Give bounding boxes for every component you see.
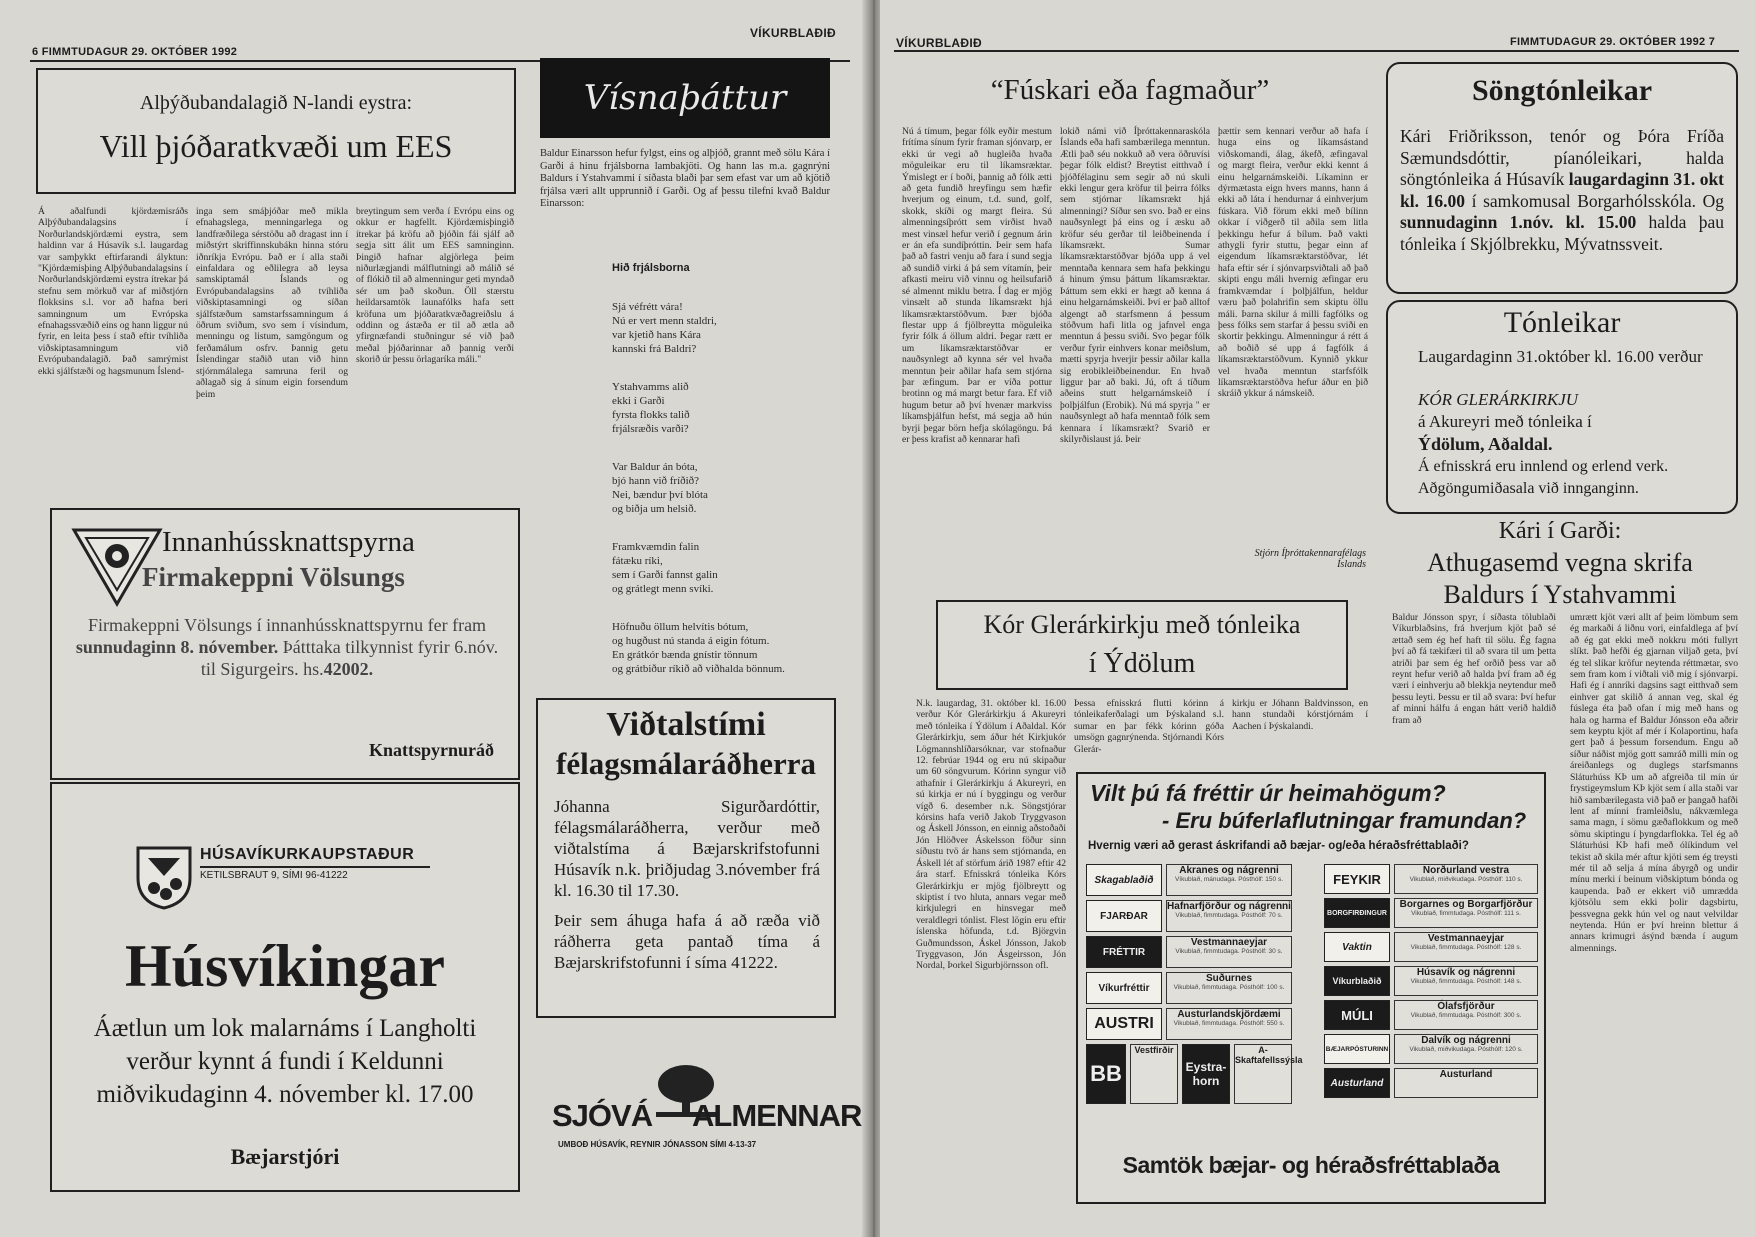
- husavik-ad: [50, 782, 520, 1192]
- innanhuss-body-post: Þátttaka tilkynnist fyrir 6.nóv. til Sigurgeirs. hs.: [200, 637, 499, 679]
- tonleikar-line-2: KÓR GLERÁRKIRKJU: [1418, 390, 1579, 409]
- paper-info: Vikublað, miðvikudaga. Pósthólf: 110 s.: [1409, 876, 1523, 883]
- paper-logo: Víkurfréttir: [1086, 972, 1162, 1004]
- visna-title: Vísnaþáttur: [583, 78, 787, 118]
- kor-column-2: Þessa efnisskrá flutti kórinn á tónleikaferðalagi um Þýskaland s.l. sumar en þar fékk kórinn góða umsögn gagnrýnenda. Stjórnandi Kórs Glerár-: [1074, 698, 1224, 755]
- paper-region: Húsavík og nágrenni: [1416, 967, 1516, 978]
- tonleikar-line-5: Á efnisskrá eru innlend og erlend verk.: [1418, 458, 1669, 475]
- right-masthead: VÍKURBLAÐIÐ: [896, 36, 982, 50]
- husavik-crest-icon: [134, 844, 194, 910]
- fuskari-column-1: Nú á tímum, þegar fólk eyðir mestum frítíma sínum fyrir framan sjónvarp, er ekki úr vegi að hugleiða hvaða möguleikar eru til líkamsræktar. Ýmislegt er í boði, þannig að fólk ætti að geta fundið hreyfingu sem hæfir hverjum og einum, t.d. sund, golf, skokk, skíði og margt fleira. Sú almenningsíþrótt sem virðist hvað mest vinsæl hefur verið í gegnum árin er án efa sundíþróttin. Þeir sem hafa það að fastri venju að fara í sund segja að sundið virki á þá sem vítamín, þeir afkasti meiru við vinnu og heilsufarið sé almennt miklu betra. Í dag er mjög vinsælt að stunda líkamsrækt hjá líkamsræktarstöðvum. Þær bjóða flestar upp á fjölbreytta möguleika fyrir fólk á öllum aldri. Þegar rætt er um líkamsræktarstöðvar er nauðsynlegt að kynna sér vel hvaða menntun þeir aðilar hafa sem stjórna þar æfingum. Þar er víða pottur brotinn og má margt betur fara. Ef við hugum betur að því hvenær markviss líkamsþjálfun hefst, má segja að hún byrji þegar börn hefja skólagöngu. Þá er þess krafist að kennarar hafi: [902, 126, 1052, 445]
- ees-column-1: Á aðalfundi kjördæmisráðs Alþýðubandalagsins í Norðurlandskjördæmi eystra, sem haldinn var á Húsavík s.l. laugardag var samþykkt eftirfarandi ályktun: "Kjördæmisþing Alþýðubandalagsins í Norðurlandskjördæmi eystra ítrekar þá stefnu sem mörkuð var af miðstjórn flokksins s.l. vor að hafna beri samningnum um Evrópska efnahagssvæðið eins og hann liggur nú fyrir, en leita þess í stað eftir tvíhliða viðskiptasamningum við Evrópubandalagið. Það samrýmist ekki sjálfstæði og hagsmunum Íslend-: [38, 206, 188, 377]
- paper-info: Vikublað, fimmtudaga. Pósthólf: 70 s.: [1175, 912, 1283, 919]
- kor-headline-box: [936, 600, 1348, 690]
- song-date-2: sunnudaginn 1.nóv. kl. 15.00: [1400, 212, 1637, 232]
- paper-cell: [1166, 972, 1292, 1004]
- vidtal-body-2: Þeir sem áhuga hafa á að ræða við ráðherra geta pantað tíma á Bæjarskrifstofunni í síma 41222.: [554, 911, 820, 972]
- husavik-body: Áætlun um lok malarnáms í Langholti verður kynnt á fundi í Keldunni miðvikudaginn 4. nóvember kl. 17.00: [93, 1015, 477, 1108]
- sjova-ad: [552, 1064, 862, 1184]
- paper-cell: [1394, 966, 1538, 996]
- paper-logo: FRÉTTIR: [1086, 936, 1162, 968]
- sjova-sub: UMBOÐ HÚSAVÍK, REYNIR JÓNASSON SÍMI 4-13-37: [558, 1140, 757, 1149]
- kari-kicker: Kári í Garði:: [1498, 518, 1622, 544]
- song-body-pre: Kári Friðriksson, tenór og Þóra Fríða Sæmundsdóttir, píanóleikari, halda söngtónleika á Húsavík: [1400, 126, 1724, 189]
- paper-cell: [1234, 1044, 1303, 1104]
- ees-column-3: breytingum sem verða í Evrópu eins og okkur er hagfellt. Kjördæmisþingið ítrekar þá kröfu að þjóðin fái sjálf að segja sitt álit um EES samninginn. Þingið hafnar algjörlega þeim niðurlægjandi málflutningi að málið sé of flókið til að almenningur geti myndað sér um það skoðun. Öll stærstu heildarsamtök launafólks hafa sett kröfuna um þjóðaratkvæðagreiðslu á oddinn og ástæða er til að ætla að yfirgnæfandi stuðningur sé við það meðal þjóðarinnar að þannig verði skorið úr þessu örlagaríka máli.": [356, 206, 514, 366]
- kari-title-1: Athugasemd vegna skrifa: [1427, 548, 1693, 577]
- kor-title-1: Kór Glerárkirkju með tónleika: [983, 610, 1301, 639]
- paper-cell: [1166, 936, 1292, 968]
- paper-info: Vikublað, fimmtudaga. Pósthólf: 300 s.: [1410, 1012, 1522, 1019]
- left-folio: 6 FIMMTUDAGUR 29. OKTÓBER 1992: [32, 46, 238, 58]
- paper-logo: Skagablaðið: [1086, 864, 1162, 896]
- paper-region: Austurland: [1439, 1069, 1493, 1080]
- husavik-sign: Bæjarstjóri: [230, 1144, 340, 1169]
- paper-logo: MÚLI: [1324, 1000, 1390, 1030]
- paper-logo: BB: [1086, 1044, 1126, 1104]
- paper-info: Víkublað, mánudaga. Pósthólf: 150 s.: [1174, 876, 1284, 883]
- paper-cell: [1394, 864, 1538, 894]
- paper-cell: [1394, 1034, 1538, 1064]
- husavik-logo-rule: [200, 866, 430, 868]
- songtonleikar-title: Söngtónleikar: [1471, 74, 1653, 107]
- ees-headline-box: [36, 68, 516, 194]
- paper-logo: Víkurblaðið: [1324, 966, 1390, 996]
- paper-region: Vestmannaeyjar: [1427, 933, 1505, 944]
- paper-region: Vestmannaeyjar: [1190, 937, 1268, 948]
- paper-region: Akranes og nágrenni: [1179, 865, 1279, 876]
- paper-logo: Vaktin: [1324, 932, 1390, 962]
- subscription-ad: [1076, 772, 1546, 1204]
- tonleikar-line-6: Aðgöngumiðasala við innganginn.: [1418, 480, 1639, 497]
- paper-logo: Austurland: [1324, 1068, 1390, 1098]
- innanhuss-date: sunnudaginn 8. nóvember.: [75, 637, 279, 657]
- sjova-name-b: ALMENNAR: [692, 1098, 862, 1133]
- poem-body: [612, 286, 838, 700]
- vidtal-body: Jóhanna Sigurðardóttir, félagsmálaráðherra, verður með viðtalstíma á Bæjarskrifstofunni Húsavík n.k. þriðjudag 3.nóvember frá kl. 16.30 til 17.30.: [554, 797, 820, 900]
- paper-logo: BORGFIRÐINGUR: [1324, 898, 1390, 928]
- paper-info: Vikublað, fimmtudaga. Pósthólf: 30 s.: [1175, 948, 1283, 955]
- paper-cell: [1130, 1044, 1178, 1104]
- innanhuss-body-pre: Firmakeppni Völsungs í innanhússknattspyrnu fer fram: [87, 615, 487, 635]
- innanhuss-title: Innanhússknattspyrna: [162, 526, 415, 558]
- husavik-logo-name: HÚSAVÍKURKAUPSTAÐUR: [200, 846, 415, 863]
- fuskari-column-2: lokið námi við Íþróttakennaraskóla Íslands eða hafi sambærilega menntun. Ætli það séu nokkuð að vera öðruvísi þegar fólk eldist? Breytist eitthvað í þjóðfélaginu sem segir að nú skuli ekki lengur gera kröfur til þeirra fólks sem stjórnar líkamsrækt hjá almenningi? Síður sen svo. Það er eins nauðsynlegt þá eins og í æsku að kröfur séu gerðar til leiðbeinenda í líkamsrækt. Sumar líkamsræktarstöðvar bjóða upp á vel menntaða kennara sem hafa þekkingu á hinum ýmsu þáttum líkamsræktar. Þáttum sem ekki er hægt að kenna á einu helgarnámskeiði. Því er það alltof algengt að starfsmenn á þessum stöðvum hafi litla og jafnvel enga menntun á þessu sviði. Svo þegar fólk verður fyrir einhvers konar meiðslum, mætti spyrja hverjir þessir aðilar kalla sig erobikleiðbeinendur. En hvað liggur þar að baki. Jú, oft á tíðum aðeins stutt helgarnámskeið í þolþjálfun (Erobik). Nú má spyrja " er nauðsynlegt að hafa menntað fólk sem kennara í líkamsrækt? Svarið er skilyrðislaust já. Þeir: [1060, 126, 1210, 445]
- paper-cell: [1166, 864, 1292, 896]
- sub-ad-line-3: Hvernig væri að gerast áskrifandi að bæjar- og/eða héraðsfréttablaði?: [1088, 840, 1469, 852]
- paper-logo: BÆJARPÓSTURINN: [1324, 1034, 1390, 1064]
- paper-logo: FJARÐAR: [1086, 900, 1162, 932]
- paper-cell: [1394, 1000, 1538, 1030]
- song-date-1: laugardaginn 31. okt kl. 16.00: [1400, 169, 1724, 211]
- songtonleikar-body: [1400, 126, 1724, 255]
- paper-info: Vikublað, fimmtudaga. Pósthólf: 148 s.: [1410, 978, 1522, 985]
- vidtal-ad: [536, 698, 836, 1018]
- song-body-end: halda þau tónleika í Skjólbrekku, Mývatnssveit.: [1400, 212, 1724, 254]
- tonleikar-line-1: Laugardaginn 31.október kl. 16.00 verður: [1418, 347, 1703, 366]
- kor-column-1: N.k. laugardag, 31. október kl. 16.00 verður Kór Glerárkirkju á Akureyri með tónleika í Ýdölum í Aðaldal. Kór Glerárkirkju, sem áður hét Kirkjukór Lögmannshlíðarsóknar, var stofnaður 12. febrúar 1944 og eru nú skipaður um 60 söngvurum. Kórinn syngur við athafnir í Glerárkirkju á Akureyri, en sú kirkja er nú í byggingu og verður vígð 6. desember n.k. Söngstjórar kórsins hafa verið Jakob Tryggvason og Áskell Jónsson, en einnig aðstoðaði Jón Hlöðver Áskelsson föður sinn síðustu tvö ár hans sem stjórnanda, en Áskell lét af störfum árið 1987 eftir 42 ára starf. Efnisskrá tónleika Kórs Glerárkirkju er mjög fjölbreytt og skiptist í tvo hluta, annars vegar með kirkjulegri en hinsvegar með veraldlegri tónlist. Flest lögin eru eftir íslenska höfunda, t.d. Björgvin Guðmundsson, Áskel Jónsson, Jakob Tryggvason, Jón Ásgeirsson, Jón Nordal, Þorkel Sigurbjörnsson ofl.: [916, 698, 1066, 972]
- song-body-mid: í samkomusal Borgarhólsskóla. Og: [1464, 190, 1724, 211]
- sub-ad-footer: Samtök bæjar- og héraðsfréttablaða: [1122, 1152, 1500, 1178]
- poem-stanza: Sjá véfrétt vára! Nú er vert menn staldri, var kjetið hans Kára kannski frá Baldri?: [612, 301, 717, 355]
- innanhuss-ad: [50, 508, 520, 780]
- paper-info: Vikublað, fimmtudaga. Pósthólf: 550 s.: [1173, 1020, 1285, 1027]
- tonleikar-title: Tónleikar: [1503, 306, 1621, 339]
- paper-region: Ólafsfjörður: [1437, 1001, 1495, 1012]
- fuskari-title: “Fúskari eða fagmaður”: [990, 74, 1270, 106]
- visna-title-banner: [540, 58, 830, 138]
- fuskari-sign-1: Stjórn Íþróttakennarafélags: [1254, 548, 1366, 559]
- kor-title-2: í Ýdölum: [1088, 648, 1196, 679]
- kari-title-2: Baldurs í Ystahvammi: [1443, 580, 1677, 609]
- paper-logo: AUSTRI: [1086, 1008, 1162, 1040]
- innanhuss-subtitle: Firmakeppni Völsungs: [142, 562, 405, 592]
- paper-region: Dalvík og nágrenni: [1421, 1035, 1511, 1046]
- tonleikar-ad: [1386, 300, 1738, 514]
- paper-info: Vikublað, miðvikudaga. Pósthólf: 120 s.: [1409, 1046, 1523, 1053]
- songtonleikar-ad: [1386, 62, 1738, 294]
- poem-stanza: Var Baldur án bóta, bjó hann við fríðið? Nei, bændur því blóta og biðja um helsið.: [612, 461, 708, 515]
- vidtal-title-2: félagsmálaráðherra: [556, 746, 816, 781]
- innanhuss-sign: Knattspyrnuráð: [368, 740, 494, 760]
- kari-column-1: Baldur Jónsson spyr, í síðasta tölublaði Víkurblaðsins, frá hverjum kjöt það sé ættað sem ég hef haft til sölu. Ég fagna því að fá tækifæri til að svara til um þetta atriði þar sem ég hef orðið þess var að reynt hefur verið að halda því fram að ég væri í einhverju að blekkja neytendur með þessu leyti. Þessu er til að svara: Því hefur af minni hálfu á engan hátt verið haldið fram að: [1392, 612, 1556, 726]
- paper-cell: [1166, 900, 1292, 932]
- poem-stanza: Ystahvamms alið ekki í Garði fyrsta flokks talið frjálsræðis varði?: [612, 381, 690, 435]
- sjova-name-a: SJÓVÁ: [552, 1098, 653, 1133]
- paper-logo: Eystra-horn: [1182, 1044, 1230, 1104]
- poem-stanza: Höfnuðu öllum helvítis bótum, og hugðust nú standa á eigin fótum. En grátkór bænda gnístir tönnum og grátbiður ríkið að viðhalda bönnum.: [612, 621, 785, 675]
- ees-column-2: inga sem smáþjóðar með mikla efnahagslega, menningarlega og landfræðilega sérstöðu að dragast inn í miðstýrt skriffinnskubákn hinna stóru iðnríkja Evrópu. Það er í alla staði einfaldara og eðlilegra að leysa samskiptamál Íslands og Evrópubandalagsins að tvíhliða viðskiptasamningi og síðan sjálfstæðum samstarfssamningum á öðrum sviðum, svo sem í vísindum, menningu og listum, samgöngum og ferðamálum osfrv. Þannig getu Íslendingar staðið utan við hinn stjórnmálalega samruna feril og aðlagað sig á sínum eigin forsendum þeim: [196, 206, 348, 400]
- innanhuss-body: [72, 614, 502, 680]
- poem-title: Hið frjálsborna: [612, 262, 690, 274]
- paper-info: Vikublað, fimmtudaga. Pósthólf: 111 s.: [1411, 910, 1521, 917]
- paper-cell: [1394, 898, 1538, 928]
- paper-info: Vikublað, fimmtudaga. Pósthólf: 128 s.: [1410, 944, 1522, 951]
- paper-info: Vikublað, fimmtudaga. Pósthólf: 100 s.: [1173, 984, 1285, 991]
- paper-region: Norðurland vestra: [1422, 865, 1510, 876]
- kor-column-3: kirkju er Jóhann Baldvinsson, en hann stundaði kórstjórnám í Aachen í Þýskalandi.: [1232, 698, 1368, 732]
- sub-ad-line-2: - Eru búferlaflutningar framundan?: [1162, 808, 1527, 833]
- innanhuss-phone: 42002.: [323, 659, 374, 679]
- left-page: [0, 0, 868, 1237]
- poem-stanza: Framkvæmdin falin fátæku ríki, sem í Garði fannst galin og grátlegt menn svíki.: [612, 541, 718, 595]
- left-masthead: VÍKURBLAÐIÐ: [750, 26, 836, 40]
- ees-kicker: Alþýðubandalagið N-landi eystra:: [139, 92, 413, 114]
- ees-title: Vill þjóðaratkvæði um EES: [99, 128, 453, 164]
- fuskari-sign-2: Íslands: [1337, 559, 1366, 570]
- paper-region: Austurlandskjördæmi: [1177, 1009, 1281, 1020]
- paper-cell: [1394, 932, 1538, 962]
- paper-region: A-Skaftafellssýsla: [1235, 1045, 1303, 1065]
- right-top-rule: [894, 50, 1739, 52]
- paper-cell: [1394, 1068, 1538, 1098]
- right-folio: FIMMTUDAGUR 29. OKTÓBER 1992 7: [1510, 36, 1716, 48]
- sub-ad-line-1: Vilt þú fá fréttir úr heimahögum?: [1090, 780, 1446, 806]
- paper-region: Vestfirðir: [1134, 1045, 1174, 1055]
- tonleikar-line-3: á Akureyri með tónleika í: [1418, 412, 1592, 431]
- paper-region: Hafnarfjörður og nágrenni: [1167, 901, 1291, 912]
- paper-cell: [1166, 1008, 1292, 1040]
- paper-region: Suðurnes: [1205, 973, 1253, 984]
- tonleikar-line-4: Ýdölum, Aðaldal.: [1418, 434, 1553, 454]
- vidtal-title-1: Viðtalstími: [606, 706, 766, 743]
- husavik-title: Húsvíkingar: [124, 933, 446, 999]
- right-page: [880, 0, 1755, 1237]
- fuskari-signature: [1240, 548, 1366, 570]
- visna-intro: Baldur Einarsson hefur fylgst, eins og alþjóð, grannt með sölu Kára í Garði á hinu frjálsborna lambakjöti. Og hann las m.a. gagnrýni Baldurs í Ystahvammi í síðasta blaði þar sem efast var um að kjötið frjálsa væri allt upprunnið í Garði. Og af þessu tilefni kvað Baldur Einarsson:: [540, 148, 830, 209]
- kari-column-2: umrætt kjöt væri allt af þeim lömbum sem ég markaði á liðnu vori, einfaldlega af því að ég gat ekki með nokkru móti fullyrt slíkt. Það hefði ég gjarnan viljað geta, því ég tel slíkar kröfur neytenda réttmætar, svo sem fram kom í viðtali við mig í sjónvarpi. Hafi ég í annríki dagsins sagt eitthvað sem einhver gat skilið á annan veg, skal ég fúslega éta það ofan í mig með hans og hala og harma ef Baldur Jónsson eða aðrir sem keyptu kjöt af mér í Kolaportinu, hafa gert það á þessum forsendum. Engu að síður náðist mjög gott samráð milli mín og áreiðanlegs og duglegs starfsmanns Sláturhúss KÞ um að afgreiða til mín úr frystigeymslum KÞ kjöt sem í alla staði var hið sambærilegasta við það er þangað hafði lent af mínni framleiðslu, nákvæmlega sama magn, í sömu gæðaflokkum og með sömu skiptingu í þyngdarflokka. Tel ég að Sláturhúsi KÞ hafi með ólíkindum vel tekist að skila mér aftur kjöti sem ég treysti mér til að selja á mína ábyrgð og undir mínu merki í beinum viðskiptum bónda og kaupenda. Það er ekkert við umrædda kjötsölu sem ekki þolir dagsbirtu, þessvegna gekk hún vel og naut velvildar neytenda. Hún er því hreinn blettur á annars krimugri ásýnd bænda í augum almennings.: [1570, 612, 1738, 954]
- fuskari-column-3: þættir sem kennari verður að hafa í huga eins og líkamsástand viðskomandi, álag, ákefð, æfingaval og margt fleira, verður ekki kennt á einu helgarnámskeiði. Líkaminn er dýrmætasta eign hvers manns, hann á ekki að láta í hendurnar á einhverjum fúskara. Við förum ekki með bílinn okkar í viðgerð til aðila sem litla þekkingu hefur á bílum. Það vakti athygli fyrir stuttu, þegar einn af eigendum líkamsræktarstöðvar, lét hafa eftir sér í sjónvarpsviðtali að það skipti engu máli hvernig æfingar eru framkvæmdar í þolþjálfun, heldur væru það þolahrifin sem skiptu öllu máli. Þarna skilur á milli fagfólks og þess fólks sem starfar á þessu sviði en skortir þekkingu. Almenningur á rétt á að boðið sé upp á fagfólk á líkamsræktarstöðvum. Kynnið ykkur vel hvaða menntun starfsfólk líkamsræktarstöðva hefur áður en þið skráið ykkur á námskeið.: [1218, 126, 1368, 400]
- paper-logo: FEYKIR: [1324, 864, 1390, 894]
- husavik-logo-address: KETILSBRAUT 9, SÍMI 96-41222: [200, 870, 348, 881]
- paper-region: Borgarnes og Borgarfjörður: [1399, 899, 1533, 910]
